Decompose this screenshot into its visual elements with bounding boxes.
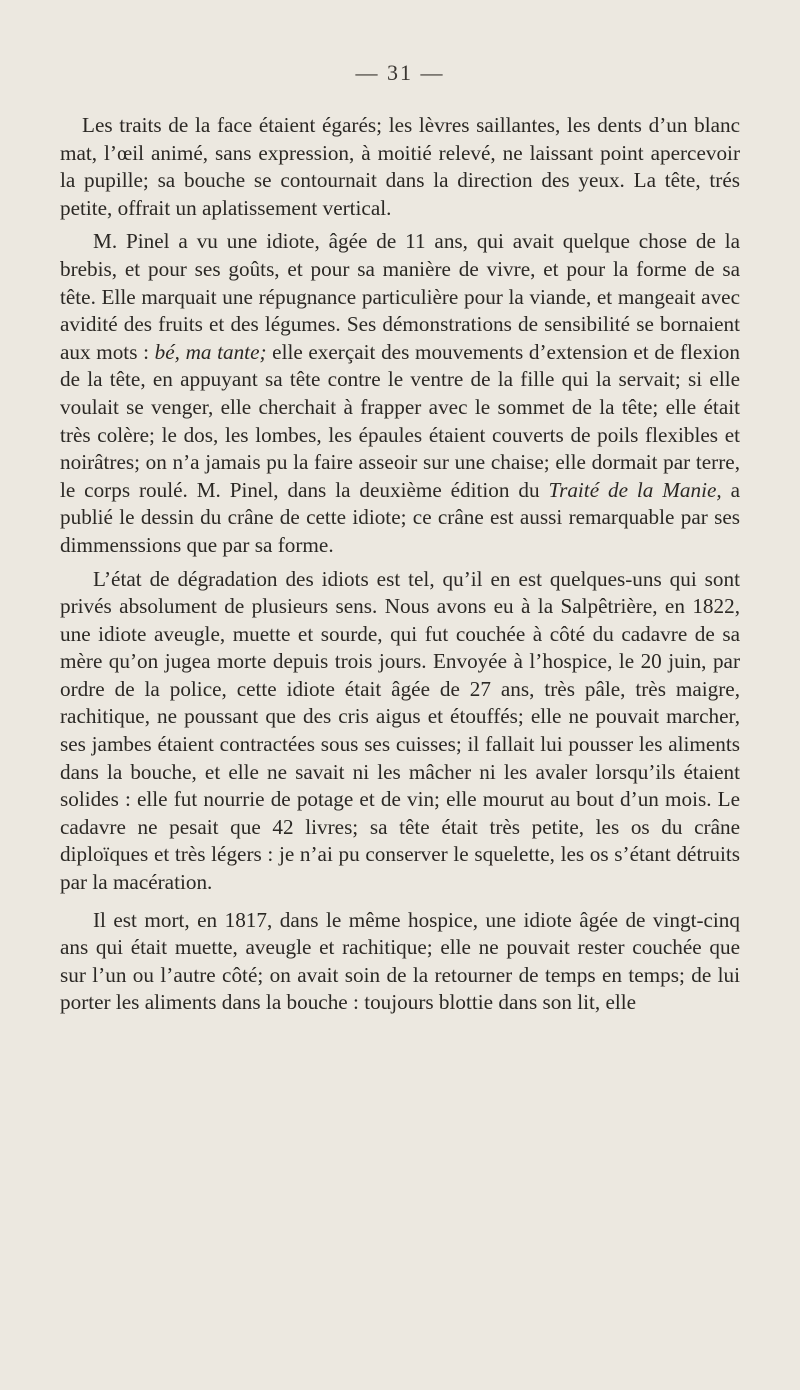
paragraph-face-description: Les traits de la face étaient égarés; les lèvres saillantes, les dents d’un blanc mat, l’œil animé, sans expression, à moitié relevé, ne laissant point apercevoir la pupille; sa bouche se contournait dans la direction des yeux. La tête, trés petite, offrait un aplatissement vertical. <box>60 113 740 220</box>
page-number: — 31 — <box>355 60 445 85</box>
paragraph-text: elle exerçait des mouvements d’extension et de flexion de la tête, en appuyant sa tête contre le ventre de la fille qui la servait; si elle voulait se venger, elle cherchait à frapper avec le sommet de la tête; elle était très colère; le dos, les lombes, les épaules étaient couverts de poils flexibles et noirâtres; on n’a jamais pu la faire asseoir sur une chaise; elle dormait par terre, le corps roulé. M. Pinel, dans la deuxième édition du <box>60 339 740 502</box>
paragraph-text: M. Pinel a vu une idiote, âgée de 11 ans, qui avait quelque chose de la brebis, et pour ses goûts, et pour sa manière de vivre, et pour la forme de sa tête. Elle marquait une répugnance particulière pour la viande, et mangeait avec avidité des fruits et des légumes. Ses démonstrations de sensibilité se bornaient aux mots : <box>60 229 740 364</box>
paragraph-pinel-idiot <box>60 228 740 559</box>
italic-quote: bé, ma tante; <box>154 339 267 364</box>
paragraph-text: a publié le dessin du crâne de cette idiote; ce crâne est aussi remarquable par ses dimmenssions que par sa forme. <box>60 477 740 557</box>
paragraph-hospice-1817: Il est mort, en 1817, dans le même hospice, une idiote âgée de vingt-cinq ans qui était muette, aveugle et rachitique; elle ne pouvait rester couchée que sur l’un ou l’autre côté; on avait soin de la retourner de temps en temps; de lui porter les aliments dans la bouche : toujours blottie dans son lit, elle <box>60 907 740 1015</box>
paragraph-degradation: L’état de dégradation des idiots est tel, qu’il en est quelques-uns qui sont privés absolument de plusieurs sens. Nous avons eu à la Salpêtrière, en 1822, une idiote aveugle, muette et sourde, qui fut couchée à côté du cadavre de sa mère qu’on jugea morte depuis trois jours. Envoyée à l’hospice, le 20 juin, par ordre de la police, cette idiote était âgée de 27 ans, très pâle, très maigre, rachitique, ne poussant que des cris aigus et étouffés; elle ne pouvait marcher, ses jambes étaient contractées sous ses cuisses; il fallait lui pousser les aliments dans la bouche, et elle ne savait ni les mâcher ni les avaler lorsqu’ils étaient solides : elle fut nourrie de potage et de vin; elle mourut au bout d’un mois. Le cadavre ne pesait que 42 livres; sa tête était très petite, les os du crâne diploïques et très légers : je n’ai pu conserver le squelette, les os s’étant détruits par la macération. <box>60 566 740 895</box>
body-text <box>60 112 740 1017</box>
italic-book-title: Traité de la Manie, <box>548 477 722 502</box>
